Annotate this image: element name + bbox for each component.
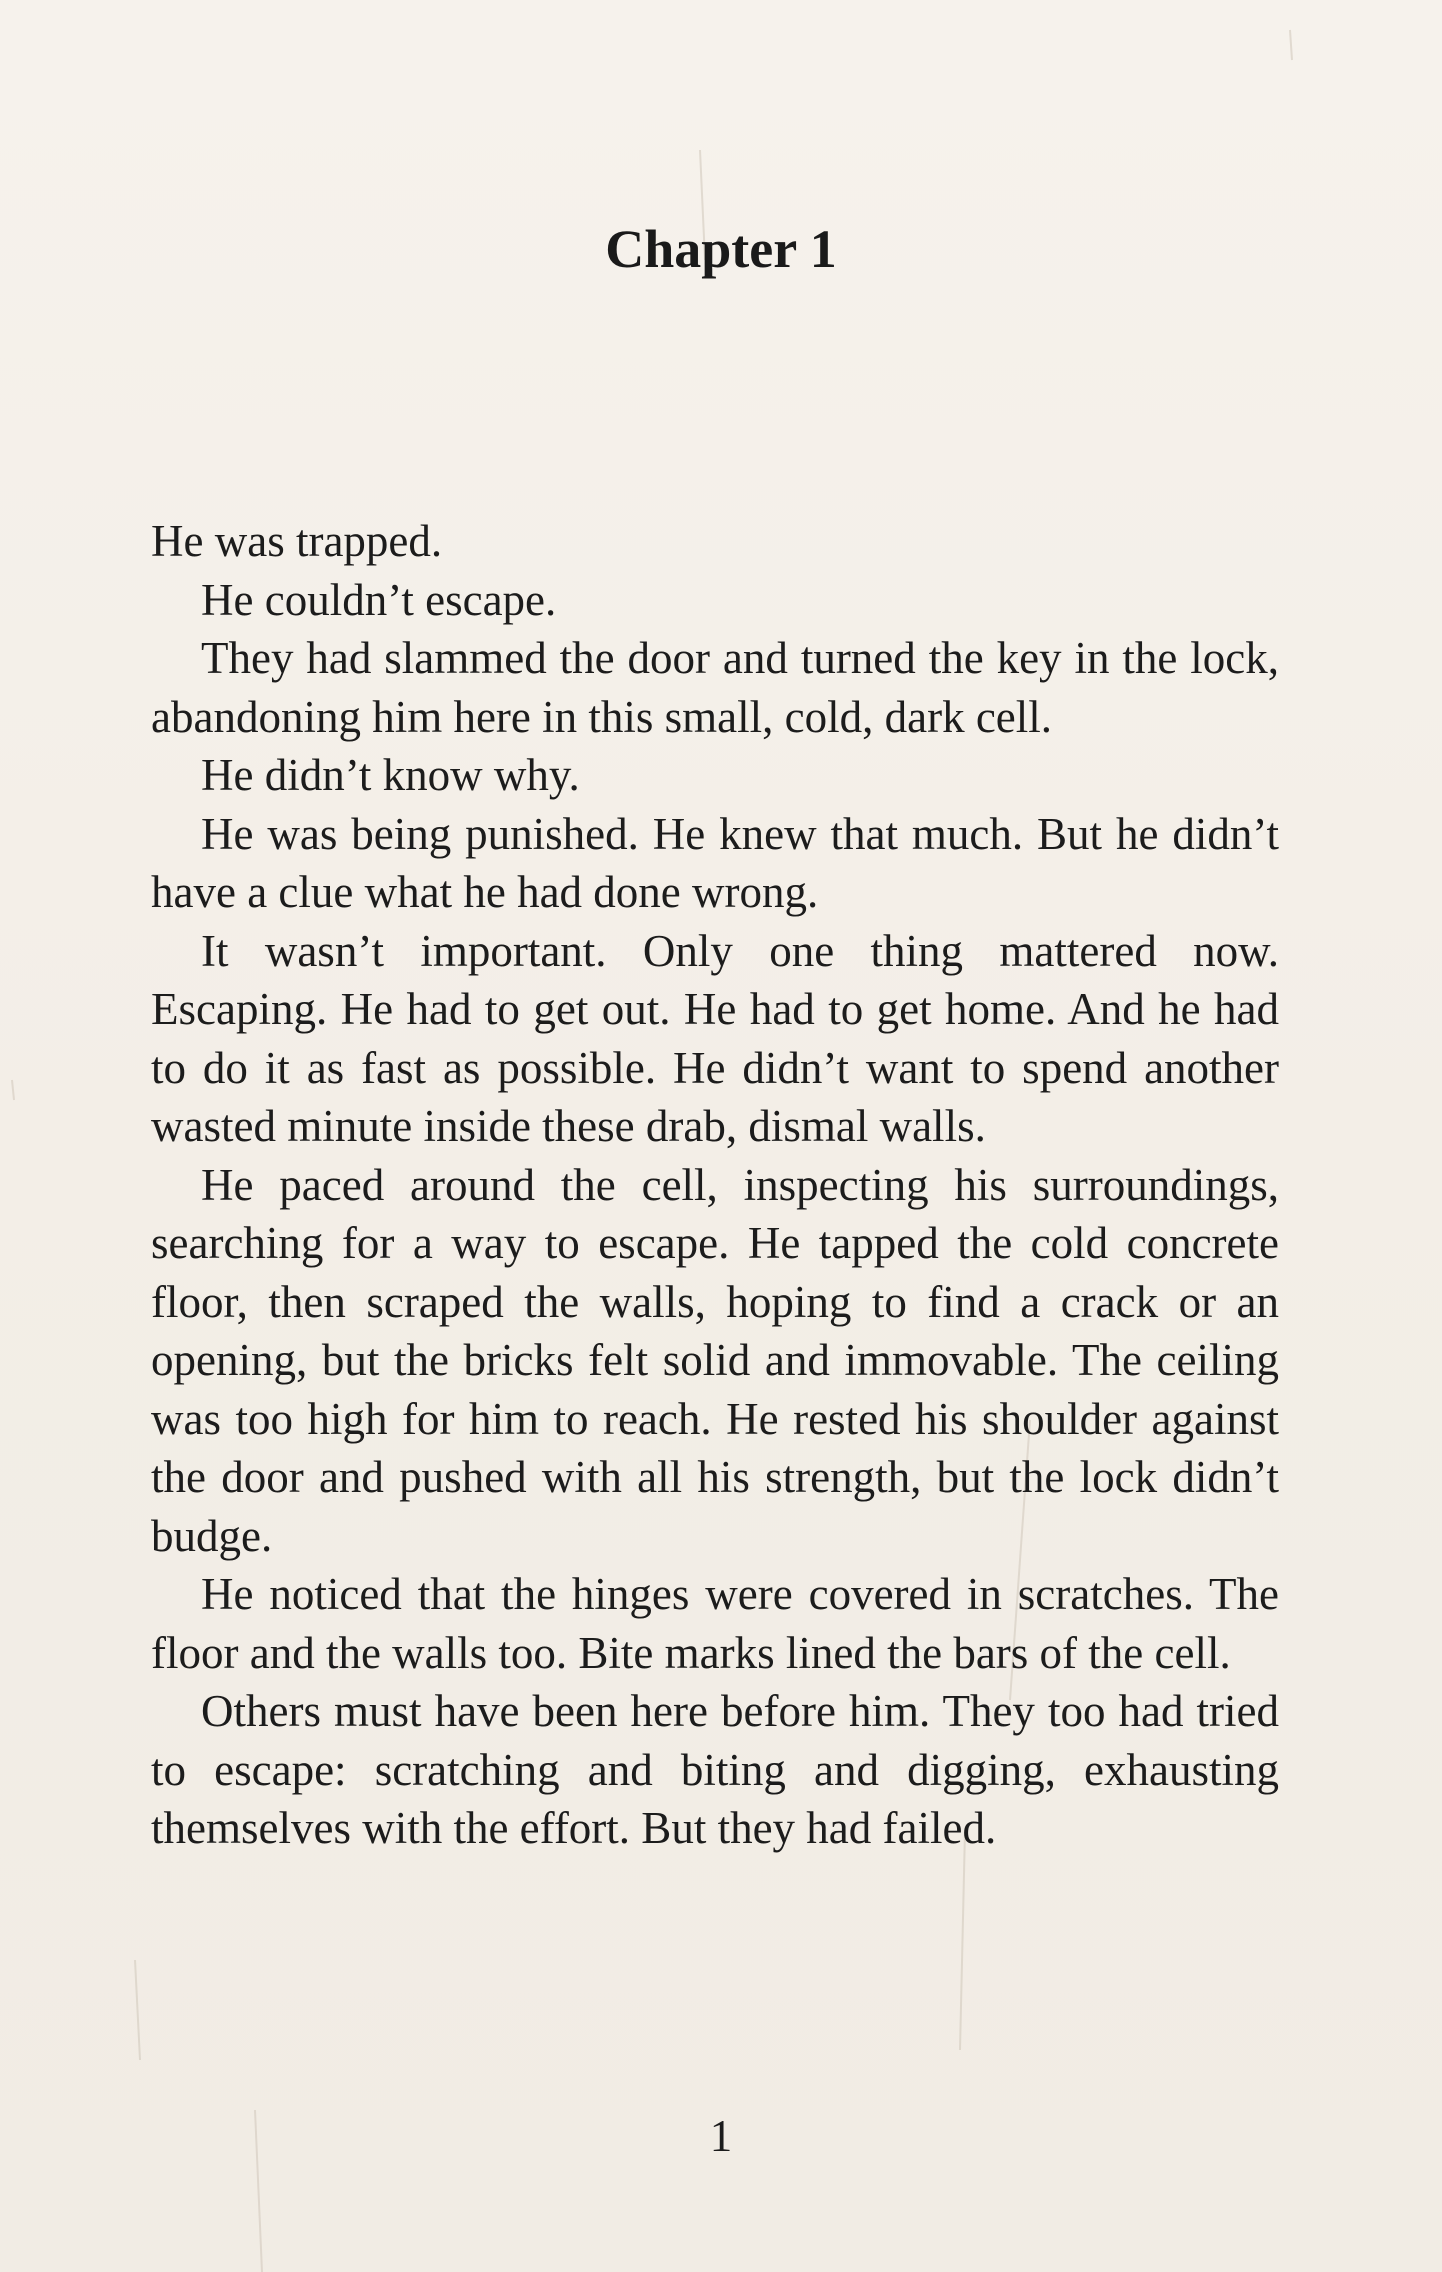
paragraph: They had slammed the door and turned the key in the lock, abandoning him here in this small, cold, dark cell. (151, 633, 1279, 742)
paragraph: He couldn’t escape. (201, 574, 557, 625)
paragraph: He was being punished. He knew that much. But he didn’t have a clue what he had done wrong. (151, 808, 1279, 917)
chapter-title: Chapter 1 (605, 219, 837, 279)
paragraph: He was trapped. (151, 516, 443, 566)
chapter-body (151, 512, 1279, 1858)
paragraph: It wasn’t important. Only one thing mattered now. Escaping. He had to get out. He had to get home. And he had to do it as fast as possible. He didn’t want to spend another wasted minute inside these drab, dismal walls. (151, 925, 1279, 1151)
paragraph: He noticed that the hinges were covered in scratches. The floor and the walls too. Bite marks lined the bars of the cell. (151, 1569, 1279, 1678)
paragraph: He didn’t know why. (201, 750, 580, 800)
page-number: 1 (709, 2111, 733, 2161)
paragraph: He paced around the cell, inspecting his surroundings, searching for a way to escape. He tapped the cold concrete floor, then scraped the walls, hoping to find a crack or an opening, but the bricks felt solid and immovable. The ceiling was too high for him to reach. He rested his shoulder against the door and pushed with all his strength, but the lock didn’t budge. (151, 1159, 1279, 1561)
paragraph: Others must have been here before him. They too had tried to escape: scratching and biting and digging, exhausting themselves with the effort. But they had failed. (151, 1686, 1279, 1853)
